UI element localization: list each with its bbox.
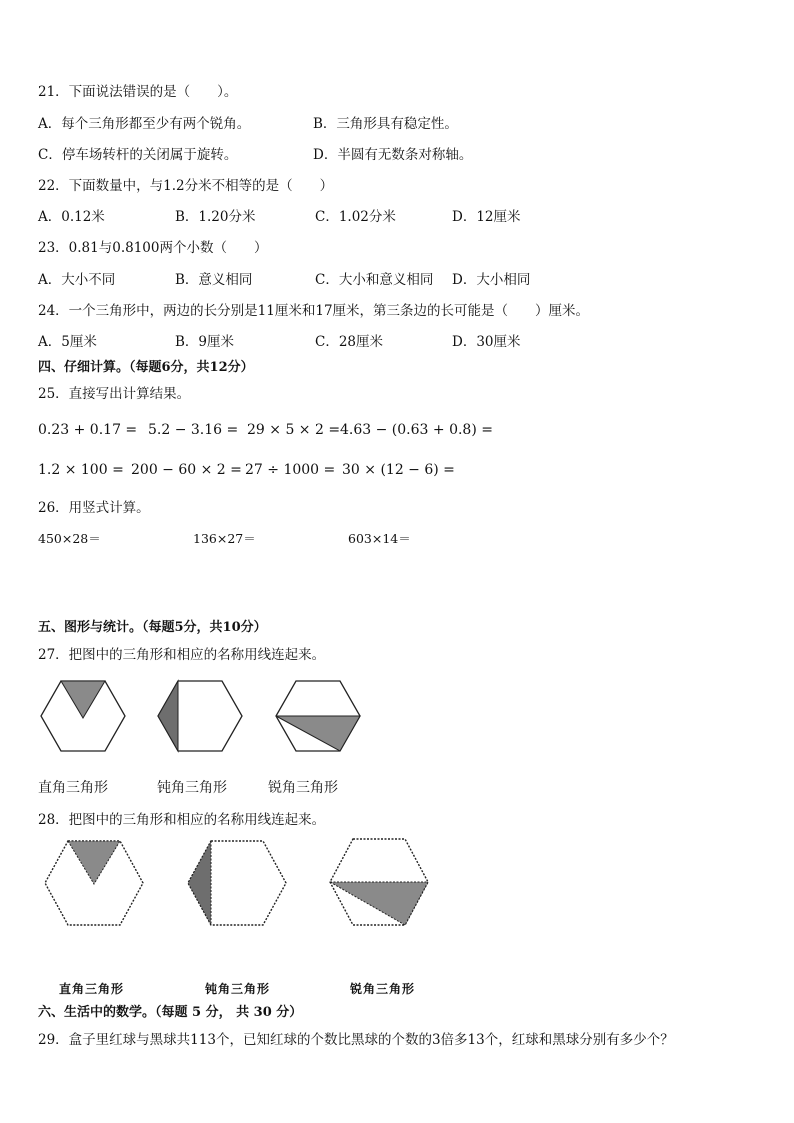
- q21-option-c[interactable]: C．停车场转杆的关闭属于旋转。: [38, 147, 238, 163]
- q28-label-acute: 锐角三角形: [350, 982, 416, 996]
- q21-stem: 21．下面说法错误的是（ ）。: [38, 84, 238, 100]
- q21-option-b[interactable]: B．三角形具有稳定性。: [313, 116, 458, 132]
- q23-option-c[interactable]: C．大小和意义相同: [315, 272, 434, 288]
- section-6-heading: 六、生活中的数学。（每题 5 分， 共 30 分）: [38, 1005, 303, 1020]
- q29-stem: 29．盒子里红球与黑球共113个，已知红球的个数比黑球的个数的3倍多13个，红球和黑球分别有多少个？: [38, 1032, 674, 1048]
- q27-label-acute: 锐角三角形: [268, 780, 338, 796]
- section-4-heading: 四、仔细计算。（每题6分，共12分）: [38, 360, 254, 375]
- q25-expr-8: 30 × (12 − 6) =: [342, 462, 455, 478]
- q21-option-a[interactable]: A．每个三角形都至少有两个锐角。: [38, 116, 251, 132]
- q23-option-b[interactable]: B．意义相同: [175, 272, 253, 288]
- q22-option-a[interactable]: A．0.12米: [38, 209, 105, 225]
- q22-option-d[interactable]: D．12厘米: [452, 209, 521, 225]
- q26-stem: 26．用竖式计算。: [38, 500, 150, 516]
- q27-hexagon-3: [275, 680, 361, 752]
- q23-option-a[interactable]: A．大小不同: [38, 272, 116, 288]
- q28-stem: 28．把图中的三角形和相应的名称用线连起来。: [38, 812, 326, 828]
- q24-option-c[interactable]: C．28厘米: [315, 334, 384, 350]
- q25-expr-4: 4.63 − (0.63 + 0.8) =: [340, 422, 493, 438]
- q26-item-2: 136×27＝: [193, 531, 256, 546]
- q24-stem: 24．一个三角形中，两边的长分别是11厘米和17厘米，第三条边的长可能是（ ）厘米。: [38, 303, 590, 319]
- q28-triangle-2: [188, 841, 211, 925]
- q22-stem: 22．下面数量中，与1.2分米不相等的是（ ）: [38, 178, 334, 194]
- q26-item-1: 450×28＝: [38, 531, 101, 546]
- q25-expr-6: 200 − 60 × 2 =: [131, 462, 242, 478]
- q21-option-d[interactable]: D．半圆有无数条对称轴。: [313, 147, 473, 163]
- q28-hexagon-2: [187, 840, 287, 926]
- q24-option-d[interactable]: D．30厘米: [452, 334, 521, 350]
- q22-option-c[interactable]: C．1.02分米: [315, 209, 396, 225]
- q24-option-a[interactable]: A．5厘米: [38, 334, 97, 350]
- q27-triangle-2: [158, 681, 178, 751]
- q25-expr-5: 1.2 × 100 =: [38, 462, 124, 478]
- q28-hexagon-1: [44, 840, 144, 926]
- q25-expr-3: 29 × 5 × 2 =: [247, 422, 341, 438]
- q27-hexagon-1: [40, 680, 126, 752]
- q27-label-obtuse: 钝角三角形: [157, 780, 227, 796]
- section-5-heading: 五、图形与统计。（每题5分，共10分）: [38, 620, 267, 635]
- q27-label-right: 直角三角形: [38, 780, 108, 796]
- q26-item-3: 603×14＝: [348, 531, 411, 546]
- q25-expr-1: 0.23 + 0.17 =: [38, 422, 138, 438]
- q25-stem: 25．直接写出计算结果。: [38, 386, 191, 402]
- q22-option-b[interactable]: B．1.20分米: [175, 209, 256, 225]
- q28-label-obtuse: 钝角三角形: [205, 982, 271, 996]
- q25-expr-7: 27 ÷ 1000 =: [245, 462, 336, 478]
- q28-hexagon-3: [329, 838, 429, 926]
- q24-option-b[interactable]: B．9厘米: [175, 334, 235, 350]
- q25-expr-2: 5.2 − 3.16 =: [148, 422, 239, 438]
- q23-stem: 23．0.81与0.8100两个小数（ ）: [38, 240, 268, 256]
- q23-option-d[interactable]: D．大小相同: [452, 272, 531, 288]
- q27-hexagon-2: [157, 680, 243, 752]
- q27-stem: 27．把图中的三角形和相应的名称用线连起来。: [38, 647, 326, 663]
- q28-label-right: 直角三角形: [59, 982, 125, 996]
